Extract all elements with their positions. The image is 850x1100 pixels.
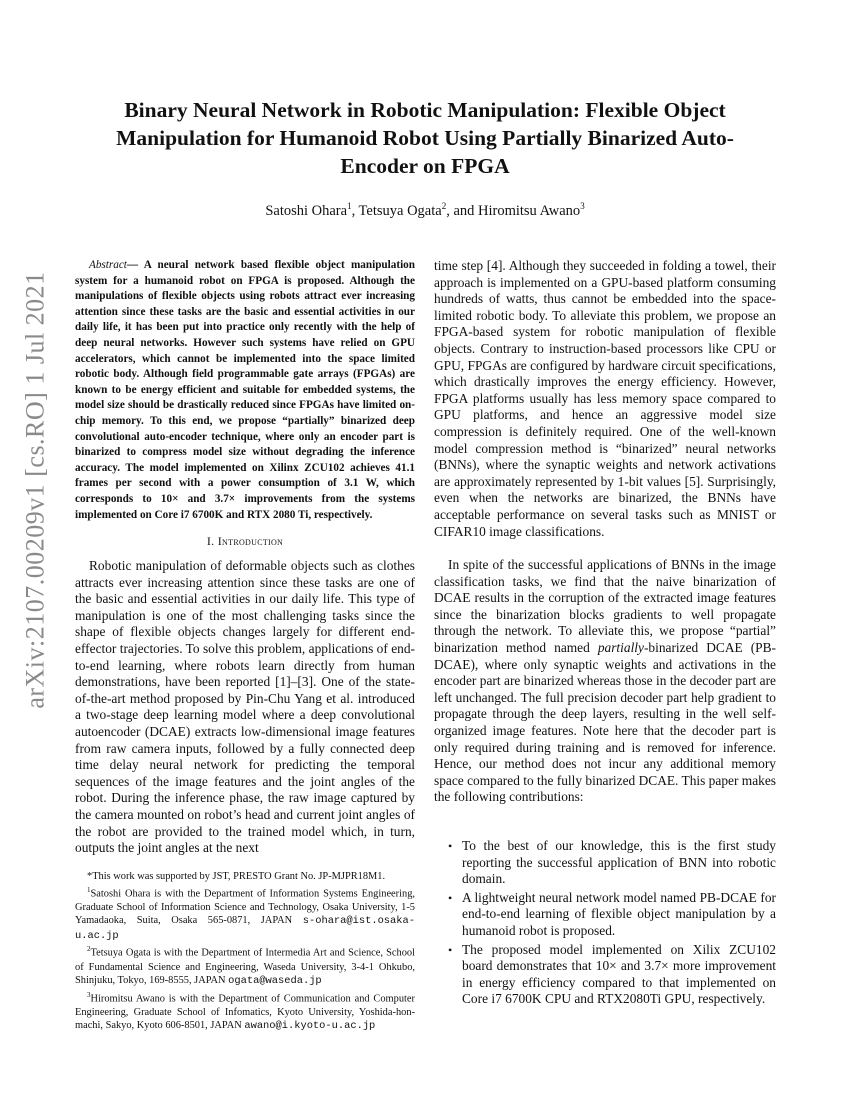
footnote-mark: 2 (87, 945, 91, 954)
affiliation-mark: 1 (347, 201, 352, 211)
author-line (80, 201, 770, 220)
section-title: Introduction (217, 534, 284, 549)
contributions-list (448, 838, 776, 1010)
list-item (448, 890, 776, 940)
arxiv-identifier-text: arXiv:2107.00209v1 [cs.RO] 1 Jul 2021 (21, 271, 51, 709)
paragraph-text: In spite of the successful applications of BNNs in the image classification tasks, we find that the naive binarization of DCAE results in the corruption of the extracted image features since the binarization blocks gradients to well propagate through the network. To alleviate this, we propose “partial” binarization method named (434, 557, 776, 656)
list-item-text: To the best of our knowledge, this is the first study reporting the successful application of BNN into robotic domain. (462, 838, 776, 887)
section-heading (75, 534, 415, 549)
footnote-affiliation-3 (75, 989, 415, 1034)
right-column (434, 258, 776, 806)
intro-paragraph: Robotic manipulation of deformable objects such as clothes attracts ever increasing attention since these tasks are one of the basic and essential activities in our daily life. This type of manipulation is one of the most challenging tasks since the shape of flexible objects changes largely for different end-effector trajectories. To solve this problem, applications of end-to-end learning, where robots learn directly from human demonstrations, have been reported [1]–[3]. One of the state-of-the-art method proposed by Pin-Chu Yang et al. introduced a two-stage deep learning model where a deep convolutional autoencoder (DCAE) extracts low-dimensional image features from raw camera inputs, followed by a fully connected deep time delay neural network for predicting the temporal sequences of the image features and the joint angles of the robot. During the inference phase, the raw image captured by the camera mounted on robot’s head and current joint angles of the robot are provided to the trained model which, in turn, outputs the joint angles at the next (75, 558, 415, 856)
affiliation-mark: 2 (441, 201, 447, 211)
footnote-text: Satoshi Ohara is with the Department of Information Systems Engineering, Graduate School of Information Science and Technology, Osaka University, 1-5 Yamadaoka, Suita, Osaka 565-0871, JAPAN (75, 888, 415, 927)
left-column (75, 258, 415, 857)
footnote-affiliation-1 (75, 884, 415, 944)
author-name: , Tetsuya Ogata (351, 202, 442, 219)
footnotes (75, 870, 415, 1034)
abstract-dash: — (126, 259, 144, 271)
list-item (448, 838, 776, 888)
abstract-label: Abstract (89, 259, 127, 271)
abstract (75, 258, 415, 523)
intro-paragraph-continued: time step [4]. Although they succeeded in folding a towel, their approach is implemented on a GPU-based platform consuming hundreds of watts, thus cannot be embedded into the space-limited robotic body. To alleviate this problem, we propose an FPGA-based system for robotic manipulation of flexible objects. Contrary to instruction-based processors like CPU or GPU, FPGAs are configured by hardware circuit specifications, which drastically improves the energy efficiency. However, FPGA platforms usually has less memory space compared to GPU platforms, and hence an aggressive model size compression is definitely required. One of the well-known model compression method is “binarized” neural networks (BNNs), where the synaptic weights and network activations are approximately represented by 1-bit values [5]. Surprisingly, even when the networks are binarized, the BNNs have acceptable performance on several tasks such as MNIST or CIFAR10 image classifications. (434, 258, 776, 539)
footnote-affiliation-2 (75, 943, 415, 988)
paper-title: Binary Neural Network in Robotic Manipulation: Flexible Object Manipulation for Humanoid Robot Using Partially Binarized Auto-Encoder on FPGA (116, 98, 734, 178)
bullet-icon: • (448, 890, 453, 905)
bullet-icon: • (448, 839, 453, 853)
abstract-text: A neural network based flexible object manipulation system for a humanoid robot on FPGA is proposed. Although the manipulations of flexible objects using robots attract ever increasing attention since these tasks are the basic and essential activities in our daily life, it has been put into practice only recently with the help of deep neural networks. However such systems have relied on GPU accelerators, which cannot be implemented into the space limited robotic body. Although field programmable gate arrays (FPGAs) are known to be energy efficient and suitable for embedded systems, the model size should be drastically reduced since FPGAs have limited on-chip memory. To this end, we propose “partially” binarized deep convolutional auto-encoder technique, where only an encoder part is binarized to compress model size without degrading the inference accuracy. The model implemented on Xilinx ZCU102 achieves 41.1 frames per second with a power consumption of 3.1 W, which corresponds to 10× and 3.7× improvements from the systems implemented on Core i7 6700K and RTX 2080 Ti, respectively. (75, 259, 415, 521)
list-item (448, 942, 776, 1008)
footnote-mark: 3 (87, 990, 91, 999)
footnote-mark: 1 (87, 885, 91, 894)
list-item-text: A lightweight neural network model named PB-DCAE for end-to-end learning of flexible object manipulation by a humanoid robot is proposed. (462, 889, 776, 938)
list-item-text: The proposed model implemented on Xilix ZCU102 board demonstrates that 10× and 3.7× more improvement in energy efficiency compared to that implemented on Core i7 6700K CPU and RTX2080Ti GPU, respectively. (462, 941, 776, 1007)
author-name: Satoshi Ohara (265, 202, 348, 219)
section-number: I. (206, 534, 218, 549)
footnote-text: Hiromitsu Awano is with the Department of Communication and Computer Engineering, Graduate School of Infomatics, Kyoto University, Yoshida-hon-machi, Sakyo, Kyoto 606-8501, JAPAN (75, 993, 415, 1032)
footnote-text: Tetsuya Ogata is with the Department of Intermedia Art and Science, School of Fundamental Science and Engineering, Waseda University, 3-4-1 Ohkubo, Shinjuku, Tokyo, 169-8555, JAPAN (75, 947, 415, 987)
affiliation-mark: 3 (580, 201, 585, 211)
bullet-icon: • (448, 942, 453, 957)
emphasis-text: partially (597, 640, 644, 656)
paragraph-text: -binarized DCAE (PB-DCAE), where only synaptic weights and activations in the encoder part are binarized whereas those in the decoder part are left unchanged. The full precision decoder part help gradient to propagate through the deep layers, resulting in the well self-organized image features. Note here that the decoder part is only required during training and is removed for inference. Hence, our method does not incur any additional memory space compared to the fully binarized DCAE. This paper makes the following contributions: (434, 640, 776, 805)
author-email: ogata@waseda.jp (228, 975, 322, 988)
arxiv-identifier-stamp (14, 271, 58, 709)
author-email: s-ohara@ist.osaka-u.ac.jp (75, 915, 415, 942)
footnote-funding: *This work was supported by JST, PRESTO Grant No. JP-MJPR18M1. (87, 871, 386, 882)
author-email: awano@i.kyoto-u.ac.jp (244, 1020, 376, 1033)
intro-paragraph-binarization (434, 557, 776, 806)
author-name: , and Hiromitsu Awano (446, 202, 581, 219)
